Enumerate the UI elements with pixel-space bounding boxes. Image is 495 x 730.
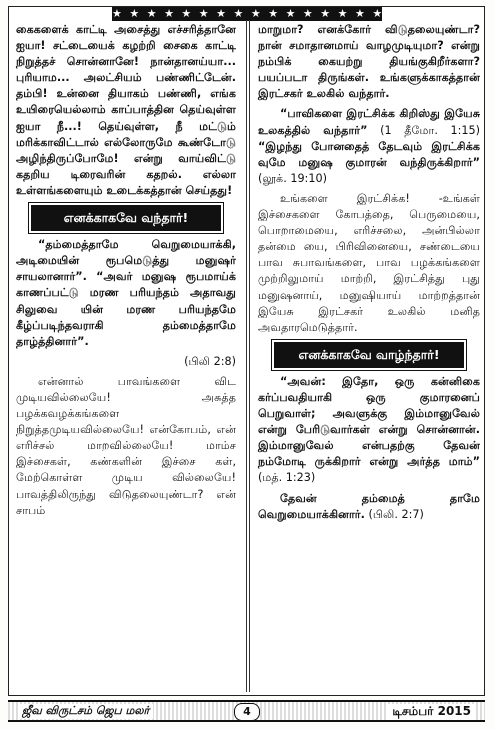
stars-banner: ★ ★ ★ ★ ★ ★ ★ ★ ★ ★ ★ ★ ★ ★ ★ ★ ★ ★ ★ [112,7,437,20]
column-divider-inner [249,20,250,692]
magazine-name: ஜீவ விருட்சம் ஜெப மலர் [18,704,153,719]
ref-timothy: (1 தீமோ. 1:15) [380,123,480,137]
ref-luke: (லூக். 19:10) [258,171,327,185]
ref-closing: (பிலி. 2:7) [368,507,424,521]
closing-line-block [258,491,480,523]
column-divider [246,20,247,692]
scripture-reference: (பிலி 2:8) [184,354,236,368]
left-column [16,22,236,523]
section-heading-lived-for-me: எனக்காகவே வாழ்ந்தார்! [274,342,465,368]
issue-date: டிசம்பர் 2015 [388,704,475,720]
ref-matthew: (மத். 1:23) [258,471,316,485]
right-paragraph-2: உங்களை இரட்சிக்க! -உங்கள் இச்சைகளை கோபத்தை, பெருமையை, பொறாமையை, எரிச்சலை, அன்பில்லா தன்மை யை, பிரிவினையை, சண்டையை பாவ சுபாவங்களை, பாவ பழக்கங்களை முற்றிலுமாய் மாற்றி, இரட்சித்து புது மனுஷனாய், மனுஷியாய் மாற்றத்தான் இயேசு இரட்சகர் உலகில் மனித அவதாரமெடுத்தார். [258,191,480,334]
scripture-quote-phil: “தம்மைத்தாமே வெறுமையாக்கி, அடிமையின் ரூபமெடுத்து மனுஷர் சாயலானார்”. “அவர் மனுஷ ரூபமாய்க் காணப்பட்டு மரண பரியந்தம் அதாவது சிலுவை யின் மரண பரியந்தமே கீழ்ப்படிந்தவராகி தம்மைத்தாமே தாழ்த்தினார்”. [16,238,236,348]
scripture-quote-matthew-block [258,374,480,487]
quote-matthew: “அவன்: இதோ, ஒரு கன்னிகை கர்ப்பவதியாகி ஒரு குமாரனைப் பெறுவாள்; அவளுக்கு இம்மானுவேல் என்று பேரிடுவார்கள் என்று சொன்னான். இம்மானுவேல் என்பதற்கு தேவன் நம்மோடி ருக்கிறார் என்று அர்த்த மாம்” [258,374,480,469]
quote-luke: “இழந்து போனதைத் தேடவும் இரட்சிக்க வுமே மனுஷ குமாரன் வந்திருக்கிறார்” [258,139,480,169]
quote-timothy: “பாவிகளை இரட்சிக்க கிறிஸ்து இயேசு உலகத்தில் வந்தார்” [258,107,480,137]
left-paragraph-1: கைகளைக் காட்டி அசைத்து எச்சரித்தானே ஐயா! சட்டையைக் கழற்றி சைகை காட்டி நிறுத்தச் சொன்னானே! நான்தானய்யா... புரியாம... அலட்சியம் பண்ணிட்டேன். தம்பி! உன்னை தியாகம் பண்ணி, எங்க உயிரையெல்லாம் காப்பாத்தின தெய்வுள்ள ஐயா நீ...! தெய்வுள்ள, நீ மட்டும் மரிக்காவிட்டால் எல்லோருமே கூண்டோடு அழிந்திருப்போமே! என்று வாய்விட்டு கதறிய டிரைவரின் கதறல். எல்லா உள்ளங்களையும் உடைக்கத்தான் செய்தது! [16,23,236,197]
page-footer [8,700,485,722]
left-paragraph-2: என்னால் பாவங்களை விட முடியவில்லையே! அசுத்த பழக்கவழக்கங்களை நிறுத்தமுடியவில்லையே! என்கோபம், என் எரிச்சல் மாறவில்லையே! மாம்ச இச்சைகள், கண்களின் இச்சை கள், மேற்கொள்ள முடிய வில்லையே! பாவத்திலிருந்து விடுதலையுண்டா? என் சாபம் [16,374,236,517]
page-number: 4 [234,703,260,721]
closing-line: தேவன் தம்மைத் தாமே வெறுமையாக்கினார். [258,491,480,521]
right-column [258,22,480,527]
section-heading-came-for-me: எனக்காகவே வந்தார்! [31,205,220,231]
scripture-quote-block [258,106,480,186]
right-paragraph-1: மாறுமா? எனக்கோர் விடுதலையுண்டா? நான் சமாதானமாய் வாழமுடியுமா? என்று நம்பிக் கையற்று தியங்குகிறீர்களா? பயப்படா திருங்கள். உங்களுக்காகத்தான் இரட்சகர் உலகில் வந்தார். [258,23,480,101]
